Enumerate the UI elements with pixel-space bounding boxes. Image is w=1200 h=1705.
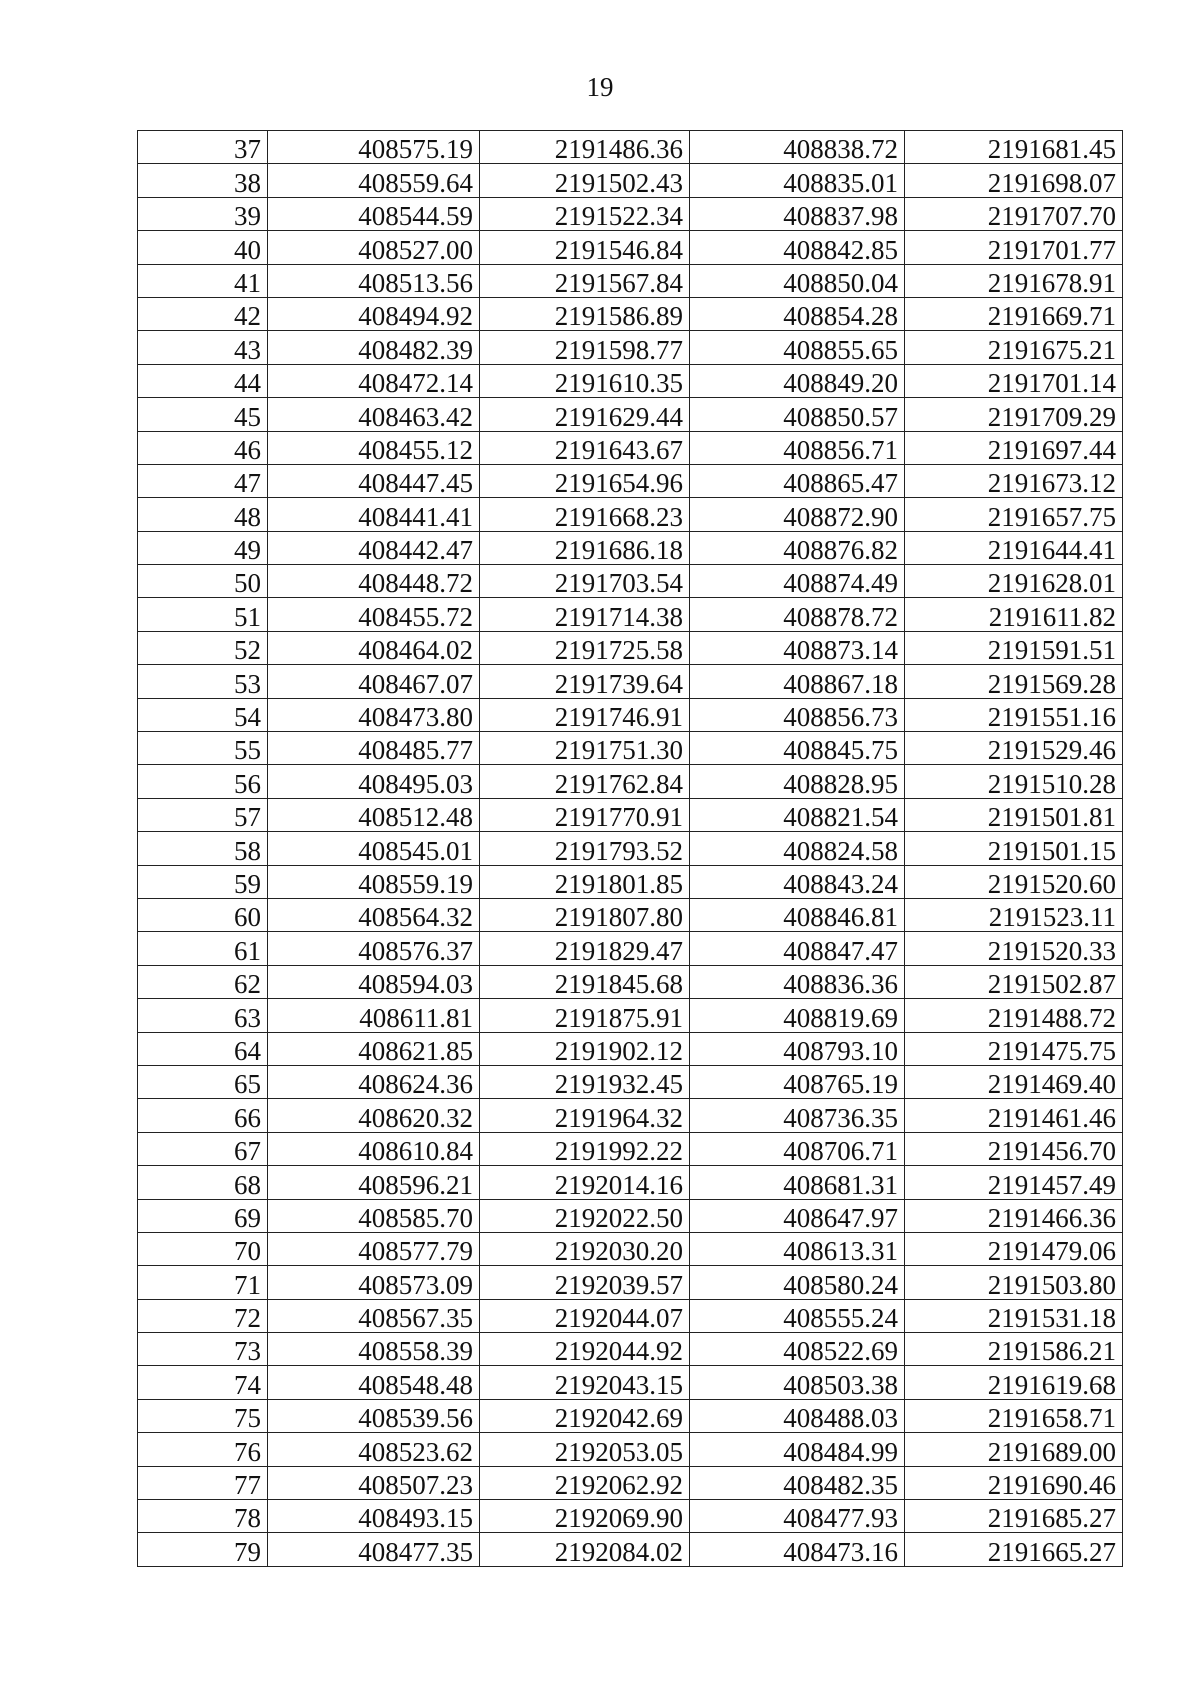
x1-coordinate-cell: 408527.00	[268, 231, 480, 264]
x1-coordinate-cell: 408559.19	[268, 865, 480, 898]
table-row	[138, 197, 1123, 230]
point-number-cell: 72	[138, 1299, 268, 1332]
y1-coordinate-cell: 2191875.91	[480, 999, 690, 1032]
x2-coordinate-cell: 408706.71	[690, 1132, 905, 1165]
y2-coordinate-cell: 2191469.40	[905, 1065, 1123, 1098]
x2-coordinate-cell: 408872.90	[690, 498, 905, 531]
point-number-cell: 70	[138, 1232, 268, 1265]
table-row	[138, 464, 1123, 497]
y2-coordinate-cell: 2191707.70	[905, 197, 1123, 230]
x1-coordinate-cell: 408558.39	[268, 1333, 480, 1366]
table-row	[138, 1333, 1123, 1366]
point-number-cell: 53	[138, 665, 268, 698]
x1-coordinate-cell: 408485.77	[268, 732, 480, 765]
x1-coordinate-cell: 408455.12	[268, 431, 480, 464]
point-number-cell: 57	[138, 798, 268, 831]
y2-coordinate-cell: 2191690.46	[905, 1466, 1123, 1499]
y1-coordinate-cell: 2191654.96	[480, 464, 690, 497]
x1-coordinate-cell: 408448.72	[268, 565, 480, 598]
x2-coordinate-cell: 408847.47	[690, 932, 905, 965]
table-row	[138, 264, 1123, 297]
y1-coordinate-cell: 2191902.12	[480, 1032, 690, 1065]
y1-coordinate-cell: 2192014.16	[480, 1166, 690, 1199]
x1-coordinate-cell: 408559.64	[268, 164, 480, 197]
y1-coordinate-cell: 2192069.90	[480, 1500, 690, 1533]
y2-coordinate-cell: 2191523.11	[905, 898, 1123, 931]
y1-coordinate-cell: 2191964.32	[480, 1099, 690, 1132]
y2-coordinate-cell: 2191520.33	[905, 932, 1123, 965]
point-number-cell: 74	[138, 1366, 268, 1399]
y2-coordinate-cell: 2191669.71	[905, 297, 1123, 330]
point-number-cell: 51	[138, 598, 268, 631]
x2-coordinate-cell: 408828.95	[690, 765, 905, 798]
x1-coordinate-cell: 408621.85	[268, 1032, 480, 1065]
y1-coordinate-cell: 2191829.47	[480, 932, 690, 965]
y2-coordinate-cell: 2191520.60	[905, 865, 1123, 898]
x2-coordinate-cell: 408856.71	[690, 431, 905, 464]
y2-coordinate-cell: 2191551.16	[905, 698, 1123, 731]
x2-coordinate-cell: 408488.03	[690, 1399, 905, 1432]
x1-coordinate-cell: 408472.14	[268, 364, 480, 397]
table-row	[138, 1399, 1123, 1432]
y1-coordinate-cell: 2191714.38	[480, 598, 690, 631]
y2-coordinate-cell: 2191479.06	[905, 1232, 1123, 1265]
y2-coordinate-cell: 2191681.45	[905, 131, 1123, 164]
x2-coordinate-cell: 408613.31	[690, 1232, 905, 1265]
x2-coordinate-cell: 408873.14	[690, 631, 905, 664]
y2-coordinate-cell: 2191689.00	[905, 1433, 1123, 1466]
y2-coordinate-cell: 2191619.68	[905, 1366, 1123, 1399]
y2-coordinate-cell: 2191461.46	[905, 1099, 1123, 1132]
x1-coordinate-cell: 408567.35	[268, 1299, 480, 1332]
y1-coordinate-cell: 2191610.35	[480, 364, 690, 397]
y2-coordinate-cell: 2191697.44	[905, 431, 1123, 464]
point-number-cell: 76	[138, 1433, 268, 1466]
x1-coordinate-cell: 408477.35	[268, 1533, 480, 1566]
y2-coordinate-cell: 2191709.29	[905, 398, 1123, 431]
table-row	[138, 1500, 1123, 1533]
y1-coordinate-cell: 2191668.23	[480, 498, 690, 531]
x2-coordinate-cell: 408503.38	[690, 1366, 905, 1399]
table-row	[138, 798, 1123, 831]
x2-coordinate-cell: 408850.57	[690, 398, 905, 431]
y2-coordinate-cell: 2191569.28	[905, 665, 1123, 698]
point-number-cell: 44	[138, 364, 268, 397]
table-row	[138, 131, 1123, 164]
x2-coordinate-cell: 408878.72	[690, 598, 905, 631]
y1-coordinate-cell: 2191546.84	[480, 231, 690, 264]
y2-coordinate-cell: 2191644.41	[905, 531, 1123, 564]
x2-coordinate-cell: 408484.99	[690, 1433, 905, 1466]
x2-coordinate-cell: 408865.47	[690, 464, 905, 497]
x2-coordinate-cell: 408477.93	[690, 1500, 905, 1533]
point-number-cell: 40	[138, 231, 268, 264]
x1-coordinate-cell: 408442.47	[268, 531, 480, 564]
y2-coordinate-cell: 2191531.18	[905, 1299, 1123, 1332]
x2-coordinate-cell: 408842.85	[690, 231, 905, 264]
y1-coordinate-cell: 2192030.20	[480, 1232, 690, 1265]
x1-coordinate-cell: 408441.41	[268, 498, 480, 531]
x1-coordinate-cell: 408512.48	[268, 798, 480, 831]
point-number-cell: 49	[138, 531, 268, 564]
y2-coordinate-cell: 2191529.46	[905, 732, 1123, 765]
point-number-cell: 39	[138, 197, 268, 230]
table-row	[138, 999, 1123, 1032]
point-number-cell: 47	[138, 464, 268, 497]
table-row	[138, 431, 1123, 464]
table-row	[138, 1065, 1123, 1098]
y1-coordinate-cell: 2191932.45	[480, 1065, 690, 1098]
x1-coordinate-cell: 408610.84	[268, 1132, 480, 1165]
x1-coordinate-cell: 408463.42	[268, 398, 480, 431]
y2-coordinate-cell: 2191510.28	[905, 765, 1123, 798]
y1-coordinate-cell: 2191793.52	[480, 832, 690, 865]
y1-coordinate-cell: 2191567.84	[480, 264, 690, 297]
y2-coordinate-cell: 2191475.75	[905, 1032, 1123, 1065]
point-number-cell: 45	[138, 398, 268, 431]
table-row	[138, 164, 1123, 197]
y2-coordinate-cell: 2191657.75	[905, 498, 1123, 531]
point-number-cell: 50	[138, 565, 268, 598]
x1-coordinate-cell: 408482.39	[268, 331, 480, 364]
y2-coordinate-cell: 2191658.71	[905, 1399, 1123, 1432]
point-number-cell: 64	[138, 1032, 268, 1065]
point-number-cell: 69	[138, 1199, 268, 1232]
y1-coordinate-cell: 2191751.30	[480, 732, 690, 765]
x1-coordinate-cell: 408611.81	[268, 999, 480, 1032]
y1-coordinate-cell: 2191629.44	[480, 398, 690, 431]
y1-coordinate-cell: 2192044.92	[480, 1333, 690, 1366]
x1-coordinate-cell: 408523.62	[268, 1433, 480, 1466]
table-row	[138, 832, 1123, 865]
x2-coordinate-cell: 408845.75	[690, 732, 905, 765]
x1-coordinate-cell: 408494.92	[268, 297, 480, 330]
table-row	[138, 231, 1123, 264]
point-number-cell: 42	[138, 297, 268, 330]
x1-coordinate-cell: 408564.32	[268, 898, 480, 931]
point-number-cell: 68	[138, 1166, 268, 1199]
y1-coordinate-cell: 2191762.84	[480, 765, 690, 798]
x2-coordinate-cell: 408856.73	[690, 698, 905, 731]
point-number-cell: 67	[138, 1132, 268, 1165]
y1-coordinate-cell: 2192043.15	[480, 1366, 690, 1399]
table-row	[138, 765, 1123, 798]
x1-coordinate-cell: 408493.15	[268, 1500, 480, 1533]
y2-coordinate-cell: 2191466.36	[905, 1199, 1123, 1232]
x1-coordinate-cell: 408548.48	[268, 1366, 480, 1399]
x1-coordinate-cell: 408545.01	[268, 832, 480, 865]
point-number-cell: 60	[138, 898, 268, 931]
x2-coordinate-cell: 408681.31	[690, 1166, 905, 1199]
table-row	[138, 364, 1123, 397]
table-row	[138, 498, 1123, 531]
coordinates-table-body	[138, 131, 1123, 1567]
point-number-cell: 58	[138, 832, 268, 865]
point-number-cell: 75	[138, 1399, 268, 1432]
table-row	[138, 631, 1123, 664]
y1-coordinate-cell: 2191486.36	[480, 131, 690, 164]
table-row	[138, 898, 1123, 931]
table-row	[138, 398, 1123, 431]
table-row	[138, 1433, 1123, 1466]
y2-coordinate-cell: 2191501.15	[905, 832, 1123, 865]
y2-coordinate-cell: 2191611.82	[905, 598, 1123, 631]
table-row	[138, 1099, 1123, 1132]
y1-coordinate-cell: 2191598.77	[480, 331, 690, 364]
table-row	[138, 1199, 1123, 1232]
x2-coordinate-cell: 408473.16	[690, 1533, 905, 1566]
table-row	[138, 698, 1123, 731]
point-number-cell: 79	[138, 1533, 268, 1566]
point-number-cell: 55	[138, 732, 268, 765]
point-number-cell: 38	[138, 164, 268, 197]
y2-coordinate-cell: 2191665.27	[905, 1533, 1123, 1566]
y2-coordinate-cell: 2191501.81	[905, 798, 1123, 831]
y2-coordinate-cell: 2191586.21	[905, 1333, 1123, 1366]
table-row	[138, 1266, 1123, 1299]
x1-coordinate-cell: 408455.72	[268, 598, 480, 631]
table-row	[138, 965, 1123, 998]
point-number-cell: 61	[138, 932, 268, 965]
x2-coordinate-cell: 408836.36	[690, 965, 905, 998]
x2-coordinate-cell: 408765.19	[690, 1065, 905, 1098]
x1-coordinate-cell: 408577.79	[268, 1232, 480, 1265]
x1-coordinate-cell: 408467.07	[268, 665, 480, 698]
y1-coordinate-cell: 2191801.85	[480, 865, 690, 898]
x2-coordinate-cell: 408821.54	[690, 798, 905, 831]
y1-coordinate-cell: 2191992.22	[480, 1132, 690, 1165]
table-row	[138, 1032, 1123, 1065]
y1-coordinate-cell: 2192053.05	[480, 1433, 690, 1466]
x2-coordinate-cell: 408736.35	[690, 1099, 905, 1132]
y1-coordinate-cell: 2191502.43	[480, 164, 690, 197]
x2-coordinate-cell: 408482.35	[690, 1466, 905, 1499]
table-row	[138, 331, 1123, 364]
y2-coordinate-cell: 2191675.21	[905, 331, 1123, 364]
x1-coordinate-cell: 408495.03	[268, 765, 480, 798]
table-row	[138, 1166, 1123, 1199]
y1-coordinate-cell: 2192022.50	[480, 1199, 690, 1232]
y2-coordinate-cell: 2191456.70	[905, 1132, 1123, 1165]
y2-coordinate-cell: 2191457.49	[905, 1166, 1123, 1199]
x2-coordinate-cell: 408793.10	[690, 1032, 905, 1065]
point-number-cell: 71	[138, 1266, 268, 1299]
x2-coordinate-cell: 408522.69	[690, 1333, 905, 1366]
x2-coordinate-cell: 408876.82	[690, 531, 905, 564]
x2-coordinate-cell: 408850.04	[690, 264, 905, 297]
table-row	[138, 732, 1123, 765]
y1-coordinate-cell: 2191739.64	[480, 665, 690, 698]
y2-coordinate-cell: 2191685.27	[905, 1500, 1123, 1533]
x1-coordinate-cell: 408596.21	[268, 1166, 480, 1199]
point-number-cell: 56	[138, 765, 268, 798]
table-row	[138, 565, 1123, 598]
table-row	[138, 1466, 1123, 1499]
x1-coordinate-cell: 408513.56	[268, 264, 480, 297]
y1-coordinate-cell: 2191522.34	[480, 197, 690, 230]
y2-coordinate-cell: 2191502.87	[905, 965, 1123, 998]
y1-coordinate-cell: 2191807.80	[480, 898, 690, 931]
x2-coordinate-cell: 408855.65	[690, 331, 905, 364]
x2-coordinate-cell: 408824.58	[690, 832, 905, 865]
x1-coordinate-cell: 408620.32	[268, 1099, 480, 1132]
y1-coordinate-cell: 2192042.69	[480, 1399, 690, 1432]
point-number-cell: 37	[138, 131, 268, 164]
page-number: 19	[586, 72, 614, 102]
y2-coordinate-cell: 2191628.01	[905, 565, 1123, 598]
point-number-cell: 54	[138, 698, 268, 731]
x2-coordinate-cell: 408819.69	[690, 999, 905, 1032]
point-number-cell: 78	[138, 1500, 268, 1533]
point-number-cell: 43	[138, 331, 268, 364]
point-number-cell: 46	[138, 431, 268, 464]
x1-coordinate-cell: 408544.59	[268, 197, 480, 230]
x1-coordinate-cell: 408576.37	[268, 932, 480, 965]
x1-coordinate-cell: 408624.36	[268, 1065, 480, 1098]
table-row	[138, 598, 1123, 631]
point-number-cell: 73	[138, 1333, 268, 1366]
x1-coordinate-cell: 408585.70	[268, 1199, 480, 1232]
x1-coordinate-cell: 408594.03	[268, 965, 480, 998]
table-row	[138, 665, 1123, 698]
x2-coordinate-cell: 408647.97	[690, 1199, 905, 1232]
point-number-cell: 65	[138, 1065, 268, 1098]
point-number-cell: 63	[138, 999, 268, 1032]
y1-coordinate-cell: 2191725.58	[480, 631, 690, 664]
x2-coordinate-cell: 408849.20	[690, 364, 905, 397]
y1-coordinate-cell: 2191746.91	[480, 698, 690, 731]
y2-coordinate-cell: 2191488.72	[905, 999, 1123, 1032]
table-row	[138, 297, 1123, 330]
x2-coordinate-cell: 408837.98	[690, 197, 905, 230]
y2-coordinate-cell: 2191698.07	[905, 164, 1123, 197]
y1-coordinate-cell: 2192044.07	[480, 1299, 690, 1332]
coordinates-table	[137, 130, 1123, 1567]
point-number-cell: 41	[138, 264, 268, 297]
point-number-cell: 59	[138, 865, 268, 898]
x1-coordinate-cell: 408539.56	[268, 1399, 480, 1432]
y2-coordinate-cell: 2191591.51	[905, 631, 1123, 664]
x2-coordinate-cell: 408846.81	[690, 898, 905, 931]
y2-coordinate-cell: 2191701.14	[905, 364, 1123, 397]
x1-coordinate-cell: 408447.45	[268, 464, 480, 497]
y2-coordinate-cell: 2191673.12	[905, 464, 1123, 497]
y1-coordinate-cell: 2192084.02	[480, 1533, 690, 1566]
y2-coordinate-cell: 2191503.80	[905, 1266, 1123, 1299]
x2-coordinate-cell: 408838.72	[690, 131, 905, 164]
point-number-cell: 77	[138, 1466, 268, 1499]
x1-coordinate-cell: 408507.23	[268, 1466, 480, 1499]
table-row	[138, 1533, 1123, 1566]
table-row	[138, 1299, 1123, 1332]
point-number-cell: 66	[138, 1099, 268, 1132]
x2-coordinate-cell: 408854.28	[690, 297, 905, 330]
y1-coordinate-cell: 2192039.57	[480, 1266, 690, 1299]
x1-coordinate-cell: 408573.09	[268, 1266, 480, 1299]
table-row	[138, 1132, 1123, 1165]
point-number-cell: 48	[138, 498, 268, 531]
x2-coordinate-cell: 408867.18	[690, 665, 905, 698]
y1-coordinate-cell: 2192062.92	[480, 1466, 690, 1499]
y1-coordinate-cell: 2191686.18	[480, 531, 690, 564]
x2-coordinate-cell: 408835.01	[690, 164, 905, 197]
point-number-cell: 52	[138, 631, 268, 664]
y1-coordinate-cell: 2191703.54	[480, 565, 690, 598]
point-number-cell: 62	[138, 965, 268, 998]
x2-coordinate-cell: 408580.24	[690, 1266, 905, 1299]
x1-coordinate-cell: 408464.02	[268, 631, 480, 664]
y1-coordinate-cell: 2191643.67	[480, 431, 690, 464]
table-row	[138, 932, 1123, 965]
y1-coordinate-cell: 2191770.91	[480, 798, 690, 831]
table-row	[138, 531, 1123, 564]
table-row	[138, 865, 1123, 898]
x2-coordinate-cell: 408874.49	[690, 565, 905, 598]
x1-coordinate-cell: 408473.80	[268, 698, 480, 731]
x1-coordinate-cell: 408575.19	[268, 131, 480, 164]
y2-coordinate-cell: 2191678.91	[905, 264, 1123, 297]
x2-coordinate-cell: 408843.24	[690, 865, 905, 898]
y2-coordinate-cell: 2191701.77	[905, 231, 1123, 264]
y1-coordinate-cell: 2191845.68	[480, 965, 690, 998]
y1-coordinate-cell: 2191586.89	[480, 297, 690, 330]
table-row	[138, 1232, 1123, 1265]
table-row	[138, 1366, 1123, 1399]
x2-coordinate-cell: 408555.24	[690, 1299, 905, 1332]
